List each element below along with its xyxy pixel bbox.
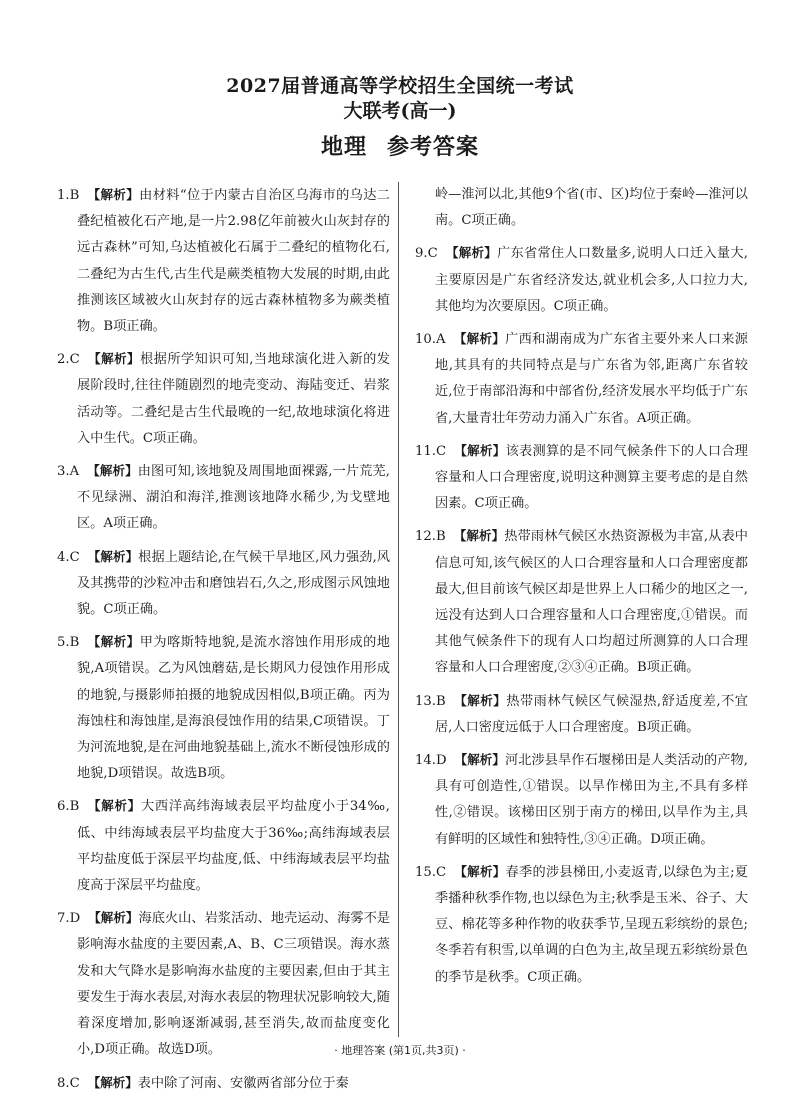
question-number: 3. bbox=[57, 464, 70, 480]
answer-choice: B bbox=[69, 188, 80, 203]
question-number: 8. bbox=[57, 1075, 70, 1091]
answer-choice: D bbox=[435, 753, 447, 769]
question-number: 7. bbox=[57, 911, 70, 927]
answer-choice: B bbox=[69, 799, 80, 815]
question-number: 12. bbox=[415, 529, 436, 545]
analysis-tag: 【解析】 bbox=[87, 1074, 138, 1090]
answer-item bbox=[415, 859, 748, 991]
analysis-tag: 【解析】 bbox=[87, 798, 141, 814]
answer-label: 参考答案 bbox=[387, 134, 480, 160]
analysis-text: 由图可知,该地貌及周围地面裸露,一片荒芜,不见绿洲、湖泊和海洋,推测该地降水稀少,为戈壁地区。A项正确。 bbox=[77, 464, 390, 532]
answer-choice: D bbox=[69, 911, 81, 927]
question-number: 14. bbox=[415, 753, 436, 769]
analysis-text: 广西和湖南成为广东省主要外来人口来源地,其具有的共同特点是与广东省为邻,距离广东省较近,位于南部沿海和中部省份,经济发展水平均低于广东省,大量青壮年劳动力涌入广东省。A项正确。 bbox=[435, 332, 748, 426]
answer-item bbox=[57, 182, 390, 340]
answer-item bbox=[57, 544, 390, 624]
analysis-text: 春季的涉县梯田,小麦返青,以绿色为主;夏季播种秋季作物,也以绿色为主;秋季是玉米、谷子、大豆、棉花等多种作物的收获季节,呈现五彩缤纷的景色;冬季若有积雪,以单调的白色为主,故呈现五彩缤纷景色的季节是秋季。C项正确。 bbox=[435, 864, 748, 985]
question-number: 2. bbox=[57, 352, 70, 368]
analysis-text: 由材料“位于内蒙古自治区乌海市的乌达二叠纪植被化石产地,是一片2.98亿年前被火山灰封存的远古森林”可知,乌达植被化石属于二叠纪的植物化石,二叠纪为古生代,古生代是蕨类植物大发展的时期,由此推测该区域被火山灰封存的远古森林植物多为蕨类植物。B项正确。 bbox=[77, 188, 390, 335]
analysis-tag: 【解析】 bbox=[87, 463, 138, 479]
answer-item bbox=[415, 688, 748, 741]
analysis-tag: 【解析】 bbox=[454, 442, 506, 458]
answer-item bbox=[415, 326, 748, 432]
analysis-text: 海底火山、岩浆活动、地壳运动、海雾不是影响海水盐度的主要因素,A、B、C三项错误。海水蒸发和大气降水是影响海水盐度的主要因素,但由于其主要发生于海水表层,对海水表层的物理状况影响较大,随着深度增加,影响逐渐减弱,甚至消失,故而盐度变化小,D项正确。故选D项。 bbox=[77, 911, 390, 1058]
answer-item bbox=[57, 346, 390, 452]
answer-item bbox=[415, 438, 748, 518]
question-number: 11. bbox=[415, 443, 436, 459]
question-8-continuation: 岭—淮河以北,其他9个省(市、区)均位于秦岭—淮河以南。C项正确。 bbox=[435, 187, 748, 229]
question-number: 4. bbox=[57, 549, 70, 565]
analysis-tag: 【解析】 bbox=[454, 863, 506, 879]
answer-choice: B bbox=[435, 693, 446, 709]
answer-item bbox=[57, 1070, 390, 1097]
left-column bbox=[57, 182, 390, 1103]
answer-choice: B bbox=[69, 635, 80, 651]
page-footer: · 地理答案 (第1页,共3页) · bbox=[334, 1044, 466, 1057]
answer-choice: A bbox=[69, 464, 80, 480]
answer-choice: C bbox=[427, 246, 438, 262]
answer-item bbox=[415, 240, 748, 320]
analysis-text: 根据上题结论,在气候干旱地区,风力强劲,风及其携带的沙粒冲击和磨蚀岩石,久之,形成图示风蚀地貌。C项正确。 bbox=[77, 549, 390, 618]
analysis-tag: 【解析】 bbox=[445, 245, 498, 261]
answer-item bbox=[415, 747, 748, 853]
exam-title: 2027届普通高等学校招生全国统一考试 bbox=[226, 75, 574, 97]
answer-item bbox=[57, 793, 390, 899]
answer-choice: B bbox=[435, 529, 446, 545]
answer-choice: C bbox=[69, 549, 80, 565]
question-number: 10. bbox=[415, 332, 436, 348]
answer-item bbox=[57, 458, 390, 538]
analysis-tag: 【解析】 bbox=[87, 351, 141, 367]
analysis-tag: 【解析】 bbox=[87, 634, 140, 650]
analysis-text: 热带雨林气候区气候湿热,舒适度差,不宜居,人口密度远低于人口合理密度。B项正确。 bbox=[435, 693, 748, 735]
analysis-tag: 【解析】 bbox=[453, 331, 506, 347]
analysis-text: 大西洋高纬海域表层平均盐度小于34‰,低、中纬海域表层平均盐度大于36‰;高纬海域表层平均盐度低于深层平均盐度,低、中纬海域表层平均盐度高于深层平均盐度。 bbox=[77, 799, 390, 894]
column-divider bbox=[398, 182, 399, 1037]
analysis-text: 该表测算的是不同气候条件下的人口合理容量和人口合理密度,说明这种测算主要考虑的是自然因素。C项正确。 bbox=[435, 443, 748, 512]
analysis-text: 表中除了河南、安徽两省部分位于秦 bbox=[137, 1075, 349, 1091]
right-column bbox=[415, 182, 748, 997]
answer-choice: C bbox=[435, 443, 447, 459]
answer-choice: C bbox=[435, 864, 447, 880]
answer-item bbox=[57, 629, 390, 787]
analysis-tag: 【解析】 bbox=[454, 752, 505, 768]
exam-subtitle: 大联考(高一) bbox=[343, 100, 457, 122]
answer-item bbox=[57, 905, 390, 1063]
answer-choice: A bbox=[435, 332, 446, 348]
analysis-text: 甲为喀斯特地貌,是流水溶蚀作用形成的地貌,A项错误。乙为风蚀蘑菇,是长期风力侵蚀作用形成的地貌,与摄影师拍摄的地貌成因相似,B项正确。丙为海蚀柱和海蚀崖,是海浪侵蚀作用的结果,C项错误。丁为河流地貌,是在河曲地貌基础上,流水不断侵蚀形成的地貌,D项错误。故选B项。 bbox=[77, 635, 390, 782]
analysis-tag: 【解析】 bbox=[453, 692, 507, 708]
analysis-tag: 【解析】 bbox=[453, 528, 505, 544]
question-number: 5. bbox=[57, 635, 70, 651]
question-number: 15. bbox=[415, 864, 436, 880]
answer-choice: C bbox=[69, 352, 80, 368]
analysis-tag: 【解析】 bbox=[88, 910, 139, 926]
question-number: 13. bbox=[415, 693, 436, 709]
analysis-text: 热带雨林气候区水热资源极为丰富,从表中信息可知,该气候区的人口合理容量和人口合理密度都最大,但目前该气候区却是世界上人口稀少的地区之一,远没有达到人口合理容量和人口合理密度,①错误。而其他气候条件下的现有人口均超过所测算的人口合理容量和人口合理密度,②③④正确。B项正确。 bbox=[435, 529, 748, 676]
subject-name: 地理 bbox=[320, 134, 367, 160]
analysis-text: 根据所学知识可知,当地球演化进入新的发展阶段时,往往伴随剧烈的地壳变动、海陆变迁、岩浆活动等。二叠纪是古生代最晚的一纪,故地球演化将进入中生代。C项正确。 bbox=[77, 352, 390, 446]
analysis-text: 河北涉县旱作石堰梯田是人类活动的产物,具有可创造性,①错误。以旱作梯田为主,不具有多样性,②错误。该梯田区别于南方的梯田,以旱作为主,具有鲜明的区域性和独特性,③④正确。D项正确。 bbox=[435, 753, 748, 847]
page-header bbox=[0, 74, 800, 162]
question-number: 9. bbox=[415, 246, 428, 262]
answer-item bbox=[415, 523, 748, 681]
analysis-tag: 【解析】 bbox=[87, 548, 139, 564]
question-number: 1. bbox=[57, 188, 70, 203]
analysis-tag: 【解析】 bbox=[87, 187, 140, 202]
question-number: 6. bbox=[57, 799, 70, 815]
subject-heading bbox=[0, 132, 800, 162]
analysis-text: 广东省常住人口数量多,说明人口迁入量大,主要原因是广东省经济发达,就业机会多,人口拉力大,其他均为次要原因。C项正确。 bbox=[435, 246, 748, 314]
answer-choice: C bbox=[69, 1075, 80, 1091]
